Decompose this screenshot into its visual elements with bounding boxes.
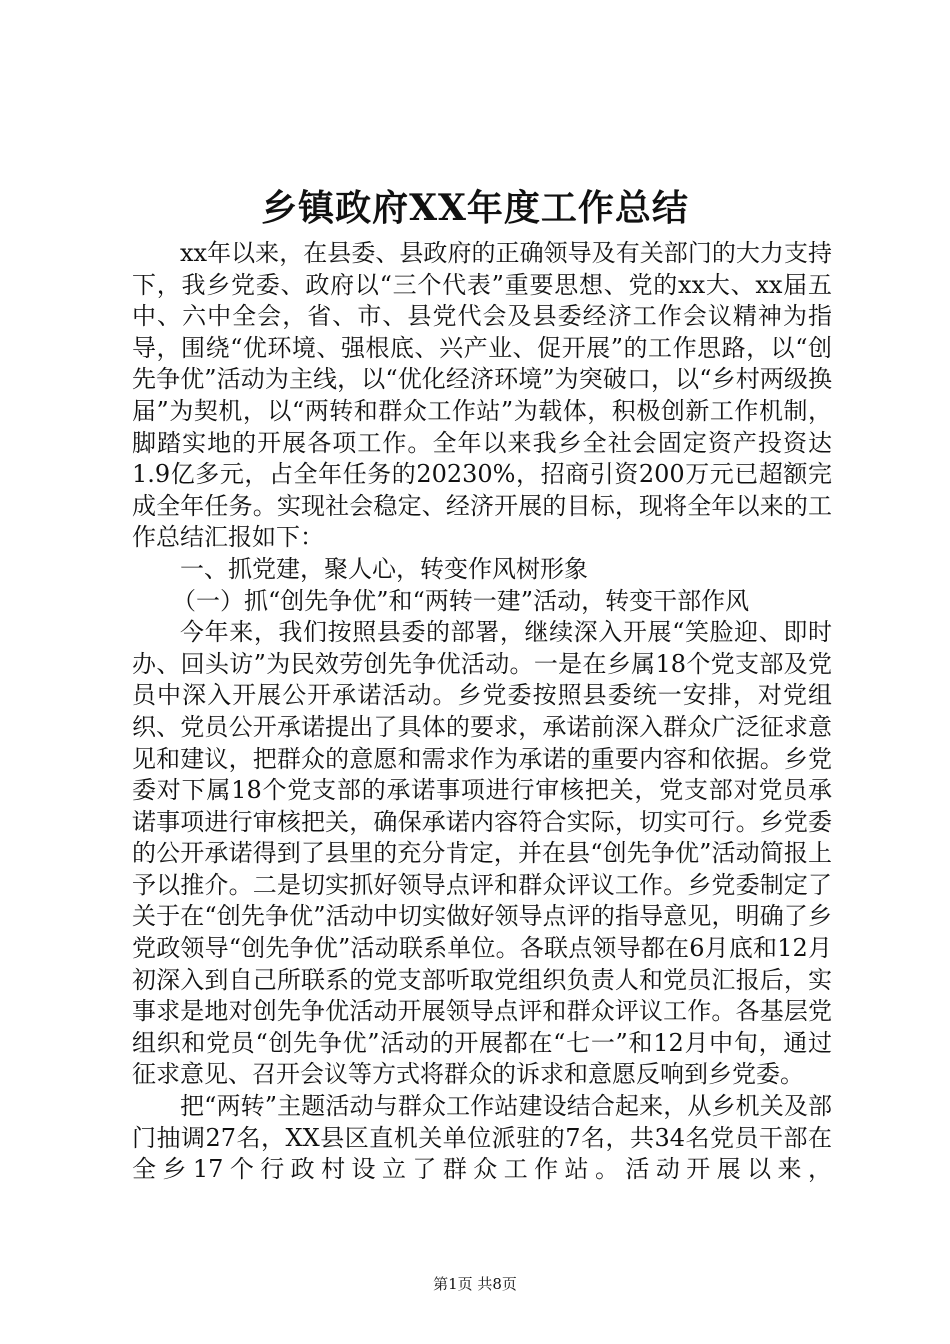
page-number-footer: 第1页 共8页	[433, 1275, 517, 1293]
document-title: 乡镇政府XX年度工作总结	[261, 187, 689, 229]
subsection-heading-1: （一）抓“创先争优”和“两转一建”活动，转变干部作风	[172, 586, 750, 615]
body-paragraph-2: 今年来，我们按照县委的部署，继续深入开展“笑脸迎、即时办、回头访”为民效劳创先争优活动。一是在乡属18个党支部及党员中深入开展公开承诺活动。乡党委按照县委统一安排，对党组织、党员公开承诺提出了具体的要求，承诺前深入群众广泛征求意见和建议，把群众的意愿和需求作为承诺的重要内容和依据。乡党委对下属18个党支部的承诺事项进行审核把关，党支部对党员承诺事项进行审核把关，确保承诺内容符合实际，切实可行。乡党委的公开承诺得到了县里的充分肯定，并在县“创先争优”活动简报上予以推介。二是切实抓好领导点评和群众评议工作。乡党委制定了关于在“创先争优”活动中切实做好领导点评的指导意见，明确了乡党政领导“创先争优”活动联系单位。各联点领导都在6月底和12月初深入到自己所联系的党支部听取党组织负责人和党员汇报后，实事求是地对创先争优活动开展领导点评和群众评议工作。各基层党组织和党员“创先争优”活动的开展都在“七一”和12月中旬，通过征求意见、召开会议等方式将群众的诉求和意愿反响到乡党委。	[132, 618, 832, 1089]
section-heading-1: 一、抓党建，聚人心，转变作风树形象	[180, 554, 588, 583]
body-paragraph-3: 把“两转”主题活动与群众工作站建设结合起来，从乡机关及部门抽调27名，XX县区直机关单位派驻的7名，共34名党员干部在全乡17个行政村设立了群众工作站。活动开展以来，	[132, 1092, 832, 1184]
document-body	[132, 238, 832, 1186]
intro-paragraph: xx年以来，在县委、县政府的正确领导及有关部门的大力支持下，我乡党委、政府以“三个代表”重要思想、党的xx大、xx届五中、六中全会，省、市、县党代会及县委经济工作会议精神为指导，围绕“优环境、强根底、兴产业、促开展”的工作思路，以“创先争优”活动为主线，以“优化经济环境”为突破口，以“乡村两级换届”为契机，以“两转和群众工作站”为载体，积极创新工作机制，脚踏实地的开展各项工作。全年以来我乡全社会固定资产投资达1.9亿多元，占全年任务的20230%，招商引资200万元已超额完成全年任务。实现社会稳定、经济开展的目标，现将全年以来的工作总结汇报如下：	[132, 239, 832, 552]
